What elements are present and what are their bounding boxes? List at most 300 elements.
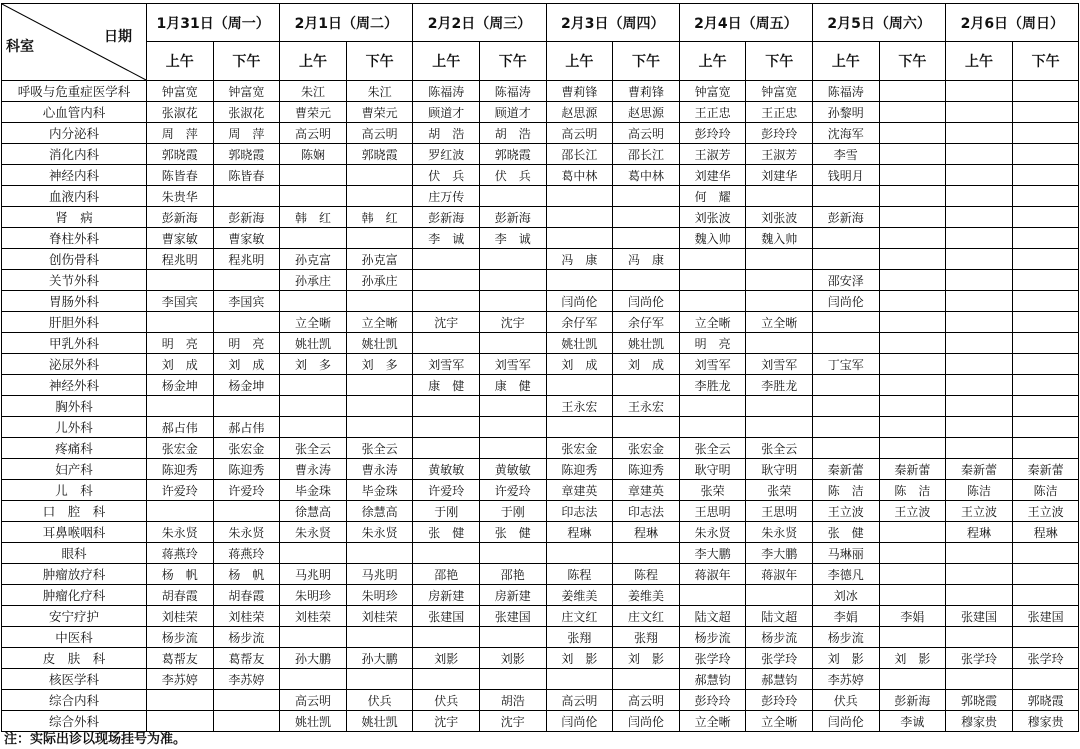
table-row xyxy=(2,564,1079,585)
doctor-cell: 孙大鹏 xyxy=(346,648,413,669)
doctor-cell: 曹莉锋 xyxy=(613,81,680,102)
doctor-cell: 刘雪军 xyxy=(746,354,813,375)
doctor-cell: 李大鹏 xyxy=(679,543,746,564)
doctor-cell xyxy=(879,123,946,144)
doctor-cell: 陈迎秀 xyxy=(147,459,214,480)
doctor-cell xyxy=(746,270,813,291)
table-row xyxy=(2,228,1079,249)
doctor-cell xyxy=(346,396,413,417)
doctor-cell xyxy=(1012,291,1079,312)
department-name: 神经外科 xyxy=(2,375,147,396)
doctor-cell: 冯 康 xyxy=(546,249,613,270)
doctor-cell: 张建国 xyxy=(480,606,547,627)
doctor-cell xyxy=(946,669,1013,690)
doctor-cell: 曹永涛 xyxy=(280,459,347,480)
doctor-cell: 魏入帅 xyxy=(746,228,813,249)
table-row xyxy=(2,291,1079,312)
doctor-cell: 穆家贵 xyxy=(946,711,1013,732)
table-row xyxy=(2,165,1079,186)
pm-header: 下午 xyxy=(879,42,946,81)
doctor-cell: 章建英 xyxy=(613,480,680,501)
doctor-cell xyxy=(1012,585,1079,606)
doctor-cell: 李娟 xyxy=(813,606,880,627)
doctor-cell xyxy=(1012,396,1079,417)
doctor-cell: 于刚 xyxy=(413,501,480,522)
doctor-cell: 闫尚伦 xyxy=(546,291,613,312)
doctor-cell: 庄万传 xyxy=(413,186,480,207)
date-header: 2月6日（周日） xyxy=(946,4,1079,42)
doctor-cell: 葛中林 xyxy=(546,165,613,186)
doctor-cell xyxy=(946,207,1013,228)
doctor-cell: 曹荣元 xyxy=(280,102,347,123)
doctor-cell xyxy=(1012,669,1079,690)
doctor-cell xyxy=(613,186,680,207)
department-name: 血液内科 xyxy=(2,186,147,207)
doctor-cell xyxy=(879,102,946,123)
doctor-cell: 姜维美 xyxy=(613,585,680,606)
doctor-cell: 李雪 xyxy=(813,144,880,165)
doctor-cell xyxy=(346,186,413,207)
doctor-cell: 王永宏 xyxy=(613,396,680,417)
doctor-cell: 张荣 xyxy=(746,480,813,501)
doctor-cell: 张 健 xyxy=(480,522,547,543)
table-row xyxy=(2,585,1079,606)
doctor-cell xyxy=(413,333,480,354)
doctor-cell: 李娟 xyxy=(879,606,946,627)
doctor-cell: 彭新海 xyxy=(813,207,880,228)
doctor-cell xyxy=(480,249,547,270)
doctor-cell xyxy=(280,165,347,186)
doctor-cell xyxy=(946,627,1013,648)
doctor-cell: 陈福涛 xyxy=(480,81,547,102)
doctor-cell xyxy=(879,669,946,690)
doctor-cell: 张建国 xyxy=(413,606,480,627)
doctor-cell xyxy=(546,207,613,228)
doctor-cell: 庄文红 xyxy=(546,606,613,627)
doctor-cell xyxy=(679,249,746,270)
doctor-cell: 姜维美 xyxy=(546,585,613,606)
doctor-cell: 张学玲 xyxy=(946,648,1013,669)
doctor-cell xyxy=(879,333,946,354)
doctor-cell: 马兆明 xyxy=(346,564,413,585)
doctor-cell: 孙承庄 xyxy=(280,270,347,291)
am-header: 上午 xyxy=(147,42,214,81)
doctor-cell: 许爱玲 xyxy=(147,480,214,501)
doctor-cell xyxy=(613,543,680,564)
table-row xyxy=(2,501,1079,522)
doctor-cell xyxy=(280,396,347,417)
doctor-cell xyxy=(879,291,946,312)
doctor-cell: 高云明 xyxy=(280,123,347,144)
doctor-cell: 杨 帆 xyxy=(147,564,214,585)
doctor-cell: 刘影 xyxy=(480,648,547,669)
doctor-cell xyxy=(480,417,547,438)
doctor-cell: 蒋淑年 xyxy=(679,564,746,585)
doctor-cell xyxy=(879,417,946,438)
doctor-cell xyxy=(613,207,680,228)
doctor-cell xyxy=(280,375,347,396)
doctor-cell: 康 健 xyxy=(413,375,480,396)
doctor-cell: 邵艳 xyxy=(413,564,480,585)
doctor-cell: 李 诚 xyxy=(413,228,480,249)
doctor-cell xyxy=(746,585,813,606)
doctor-cell: 李苏婷 xyxy=(213,669,280,690)
doctor-cell: 张翔 xyxy=(546,627,613,648)
doctor-cell xyxy=(946,291,1013,312)
doctor-cell: 孙克富 xyxy=(346,249,413,270)
doctor-cell xyxy=(213,711,280,732)
doctor-cell: 闫尚伦 xyxy=(546,711,613,732)
doctor-cell xyxy=(346,291,413,312)
doctor-cell xyxy=(879,438,946,459)
doctor-cell: 钟富宽 xyxy=(746,81,813,102)
doctor-cell: 姚壮凯 xyxy=(346,711,413,732)
doctor-cell xyxy=(946,375,1013,396)
doctor-cell: 张宏金 xyxy=(213,438,280,459)
doctor-cell xyxy=(1012,144,1079,165)
doctor-cell: 程兆明 xyxy=(147,249,214,270)
department-name: 口 腔 科 xyxy=(2,501,147,522)
doctor-cell: 张翔 xyxy=(613,627,680,648)
doctor-cell xyxy=(946,144,1013,165)
doctor-cell: 朱永贤 xyxy=(346,522,413,543)
doctor-cell: 张全云 xyxy=(679,438,746,459)
doctor-cell xyxy=(1012,375,1079,396)
doctor-cell: 陆文超 xyxy=(746,606,813,627)
doctor-cell xyxy=(879,522,946,543)
doctor-cell: 李胜龙 xyxy=(746,375,813,396)
doctor-cell: 刘张波 xyxy=(679,207,746,228)
department-name: 耳鼻喉咽科 xyxy=(2,522,147,543)
doctor-cell: 赵思源 xyxy=(613,102,680,123)
department-name: 肿瘤放疗科 xyxy=(2,564,147,585)
doctor-cell: 张宏金 xyxy=(546,438,613,459)
doctor-cell: 孙克富 xyxy=(280,249,347,270)
doctor-cell: 王淑芳 xyxy=(679,144,746,165)
doctor-cell xyxy=(147,396,214,417)
doctor-cell xyxy=(879,312,946,333)
doctor-cell xyxy=(280,669,347,690)
doctor-cell: 陈娴 xyxy=(280,144,347,165)
table-row xyxy=(2,417,1079,438)
table-row xyxy=(2,333,1079,354)
doctor-cell xyxy=(413,270,480,291)
doctor-cell xyxy=(346,417,413,438)
doctor-cell: 闫尚伦 xyxy=(813,711,880,732)
doctor-cell xyxy=(413,291,480,312)
doctor-cell: 杨步流 xyxy=(147,627,214,648)
doctor-cell: 陈 洁 xyxy=(879,480,946,501)
department-name: 呼吸与危重症医学科 xyxy=(2,81,147,102)
doctor-cell: 张宏金 xyxy=(147,438,214,459)
doctor-cell: 曹永涛 xyxy=(346,459,413,480)
doctor-cell: 高云明 xyxy=(613,123,680,144)
doctor-cell xyxy=(346,543,413,564)
doctor-cell xyxy=(147,690,214,711)
pm-header: 下午 xyxy=(480,42,547,81)
doctor-cell: 穆家贵 xyxy=(1012,711,1079,732)
doctor-cell: 耿守明 xyxy=(746,459,813,480)
doctor-cell: 程琳 xyxy=(613,522,680,543)
doctor-cell: 刘桂荣 xyxy=(147,606,214,627)
doctor-cell: 余仔军 xyxy=(546,312,613,333)
doctor-cell: 秦新蕾 xyxy=(946,459,1013,480)
pm-header: 下午 xyxy=(746,42,813,81)
doctor-cell xyxy=(346,375,413,396)
doctor-cell: 周 萍 xyxy=(213,123,280,144)
doctor-cell: 刘雪军 xyxy=(480,354,547,375)
schedule-body xyxy=(2,81,1079,732)
doctor-cell: 余仔军 xyxy=(613,312,680,333)
table-row xyxy=(2,354,1079,375)
doctor-cell: 朱永贤 xyxy=(746,522,813,543)
doctor-cell xyxy=(613,417,680,438)
doctor-cell: 刘桂荣 xyxy=(213,606,280,627)
doctor-cell: 郝占伟 xyxy=(147,417,214,438)
doctor-cell: 杨步流 xyxy=(746,627,813,648)
doctor-cell: 杨金坤 xyxy=(213,375,280,396)
doctor-cell: 沈宇 xyxy=(480,312,547,333)
doctor-cell: 朱明珍 xyxy=(280,585,347,606)
doctor-cell: 王正忠 xyxy=(679,102,746,123)
doctor-cell: 陈皆春 xyxy=(213,165,280,186)
doctor-cell xyxy=(1012,312,1079,333)
doctor-cell xyxy=(1012,333,1079,354)
doctor-cell: 张全云 xyxy=(346,438,413,459)
doctor-cell: 钟富宽 xyxy=(147,81,214,102)
doctor-cell: 立全晰 xyxy=(679,711,746,732)
doctor-cell: 王立波 xyxy=(879,501,946,522)
doctor-cell: 张建国 xyxy=(1012,606,1079,627)
doctor-cell xyxy=(280,627,347,648)
doctor-cell: 顾道才 xyxy=(413,102,480,123)
department-name: 关节外科 xyxy=(2,270,147,291)
doctor-cell: 章建英 xyxy=(546,480,613,501)
department-name: 胸外科 xyxy=(2,396,147,417)
doctor-cell xyxy=(1012,564,1079,585)
table-row xyxy=(2,669,1079,690)
table-row xyxy=(2,627,1079,648)
doctor-cell: 蒋燕玲 xyxy=(213,543,280,564)
doctor-cell: 李苏婷 xyxy=(813,669,880,690)
doctor-cell xyxy=(480,291,547,312)
doctor-cell xyxy=(480,396,547,417)
doctor-cell: 刘 成 xyxy=(147,354,214,375)
doctor-cell xyxy=(346,669,413,690)
doctor-cell: 徐慧高 xyxy=(280,501,347,522)
doctor-cell: 葛帮友 xyxy=(147,648,214,669)
doctor-cell: 印志法 xyxy=(546,501,613,522)
doctor-cell xyxy=(613,669,680,690)
doctor-cell: 伏 兵 xyxy=(413,165,480,186)
doctor-cell: 何 耀 xyxy=(679,186,746,207)
doctor-cell: 胡 浩 xyxy=(480,123,547,144)
doctor-cell: 马琳丽 xyxy=(813,543,880,564)
doctor-cell: 庄文红 xyxy=(613,606,680,627)
corner-header xyxy=(2,4,147,81)
date-header: 2月3日（周四） xyxy=(546,4,679,42)
doctor-cell xyxy=(413,396,480,417)
doctor-cell: 李德凡 xyxy=(813,564,880,585)
doctor-cell xyxy=(1012,354,1079,375)
doctor-cell: 陈程 xyxy=(613,564,680,585)
doctor-cell xyxy=(546,228,613,249)
doctor-cell xyxy=(946,249,1013,270)
doctor-cell xyxy=(746,249,813,270)
doctor-cell: 王立波 xyxy=(1012,501,1079,522)
doctor-cell: 钟富宽 xyxy=(213,81,280,102)
doctor-cell: 彭玲玲 xyxy=(746,123,813,144)
doctor-cell: 冯 康 xyxy=(613,249,680,270)
doctor-cell: 于刚 xyxy=(480,501,547,522)
doctor-cell: 刘雪军 xyxy=(679,354,746,375)
doctor-cell: 郝占伟 xyxy=(213,417,280,438)
doctor-cell: 魏入帅 xyxy=(679,228,746,249)
doctor-cell: 刘建华 xyxy=(746,165,813,186)
doctor-cell: 胡春霞 xyxy=(213,585,280,606)
doctor-cell: 刘建华 xyxy=(679,165,746,186)
doctor-cell xyxy=(946,186,1013,207)
doctor-cell: 邵安泽 xyxy=(813,270,880,291)
doctor-cell: 闫尚伦 xyxy=(813,291,880,312)
doctor-cell xyxy=(1012,102,1079,123)
doctor-cell xyxy=(946,228,1013,249)
department-name: 眼科 xyxy=(2,543,147,564)
doctor-cell xyxy=(1012,249,1079,270)
table-row xyxy=(2,648,1079,669)
doctor-cell: 刘桂荣 xyxy=(346,606,413,627)
doctor-cell: 朱永贤 xyxy=(679,522,746,543)
date-axis-label: 日期 xyxy=(104,29,132,45)
doctor-cell: 钱明月 xyxy=(813,165,880,186)
doctor-cell: 毕金珠 xyxy=(280,480,347,501)
doctor-cell xyxy=(280,417,347,438)
doctor-cell: 黄敏敏 xyxy=(413,459,480,480)
table-row xyxy=(2,606,1079,627)
doctor-cell: 杨步流 xyxy=(813,627,880,648)
doctor-cell: 王淑芳 xyxy=(746,144,813,165)
doctor-cell xyxy=(946,564,1013,585)
doctor-cell xyxy=(480,438,547,459)
department-name: 儿外科 xyxy=(2,417,147,438)
doctor-cell xyxy=(813,186,880,207)
department-name: 综合内科 xyxy=(2,690,147,711)
doctor-cell: 沈海军 xyxy=(813,123,880,144)
doctor-cell: 陈 洁 xyxy=(813,480,880,501)
doctor-cell xyxy=(546,375,613,396)
doctor-cell: 曹莉锋 xyxy=(546,81,613,102)
doctor-cell: 杨步流 xyxy=(213,627,280,648)
doctor-cell: 陈迎秀 xyxy=(213,459,280,480)
doctor-cell: 程琳 xyxy=(546,522,613,543)
doctor-cell xyxy=(879,186,946,207)
doctor-cell: 蒋淑年 xyxy=(746,564,813,585)
doctor-cell: 丁宝军 xyxy=(813,354,880,375)
doctor-cell: 郭晓霞 xyxy=(1012,690,1079,711)
doctor-cell xyxy=(613,270,680,291)
doctor-cell: 张淑花 xyxy=(213,102,280,123)
doctor-cell: 郭晓霞 xyxy=(346,144,413,165)
doctor-cell: 姚壮凯 xyxy=(546,333,613,354)
doctor-cell: 陆文超 xyxy=(679,606,746,627)
doctor-cell xyxy=(213,186,280,207)
doctor-cell: 邵长江 xyxy=(546,144,613,165)
doctor-cell xyxy=(480,669,547,690)
doctor-cell: 彭玲玲 xyxy=(679,123,746,144)
department-name: 肿瘤化疗科 xyxy=(2,585,147,606)
doctor-cell xyxy=(679,396,746,417)
department-name: 综合外科 xyxy=(2,711,147,732)
doctor-cell: 郭晓霞 xyxy=(480,144,547,165)
doctor-cell xyxy=(1012,270,1079,291)
doctor-cell: 胡春霞 xyxy=(147,585,214,606)
doctor-cell: 立全晰 xyxy=(746,711,813,732)
table-row xyxy=(2,543,1079,564)
department-name: 消化内科 xyxy=(2,144,147,165)
doctor-cell xyxy=(879,627,946,648)
doctor-cell xyxy=(1012,543,1079,564)
doctor-cell xyxy=(546,417,613,438)
doctor-cell xyxy=(346,228,413,249)
doctor-cell: 邵长江 xyxy=(613,144,680,165)
doctor-cell: 张全云 xyxy=(280,438,347,459)
date-header: 2月1日（周二） xyxy=(280,4,413,42)
doctor-cell xyxy=(946,333,1013,354)
doctor-cell: 曹荣元 xyxy=(346,102,413,123)
doctor-cell: 刘 影 xyxy=(546,648,613,669)
doctor-cell: 立全晰 xyxy=(679,312,746,333)
am-header: 上午 xyxy=(546,42,613,81)
doctor-cell: 彭新海 xyxy=(147,207,214,228)
doctor-cell: 毕金珠 xyxy=(346,480,413,501)
doctor-cell: 张学玲 xyxy=(1012,648,1079,669)
doctor-cell: 王立波 xyxy=(946,501,1013,522)
doctor-cell xyxy=(613,228,680,249)
doctor-cell: 彭玲玲 xyxy=(746,690,813,711)
table-row xyxy=(2,438,1079,459)
doctor-cell: 张学玲 xyxy=(746,648,813,669)
doctor-cell: 陈迎秀 xyxy=(546,459,613,480)
doctor-cell: 郝慧钧 xyxy=(746,669,813,690)
pm-header: 下午 xyxy=(213,42,280,81)
doctor-cell xyxy=(879,144,946,165)
doctor-cell: 耿守明 xyxy=(679,459,746,480)
department-name: 安宁疗护 xyxy=(2,606,147,627)
doctor-cell: 闫尚伦 xyxy=(613,711,680,732)
doctor-cell xyxy=(879,249,946,270)
doctor-cell xyxy=(346,627,413,648)
doctor-cell: 朱贵华 xyxy=(147,186,214,207)
doctor-cell: 胡 浩 xyxy=(413,123,480,144)
doctor-cell: 钟富宽 xyxy=(679,81,746,102)
doctor-cell: 立全晰 xyxy=(746,312,813,333)
doctor-cell: 蒋燕玲 xyxy=(147,543,214,564)
doctor-cell: 郭晓霞 xyxy=(946,690,1013,711)
doctor-cell: 彭新海 xyxy=(413,207,480,228)
doctor-cell xyxy=(1012,186,1079,207)
doctor-cell xyxy=(946,417,1013,438)
doctor-cell: 陈迎秀 xyxy=(613,459,680,480)
doctor-cell xyxy=(746,396,813,417)
table-row xyxy=(2,207,1079,228)
pm-header: 下午 xyxy=(346,42,413,81)
doctor-cell: 马兆明 xyxy=(280,564,347,585)
doctor-cell xyxy=(879,564,946,585)
department-name: 中医科 xyxy=(2,627,147,648)
department-name: 甲乳外科 xyxy=(2,333,147,354)
doctor-cell xyxy=(480,333,547,354)
doctor-cell: 葛中林 xyxy=(613,165,680,186)
